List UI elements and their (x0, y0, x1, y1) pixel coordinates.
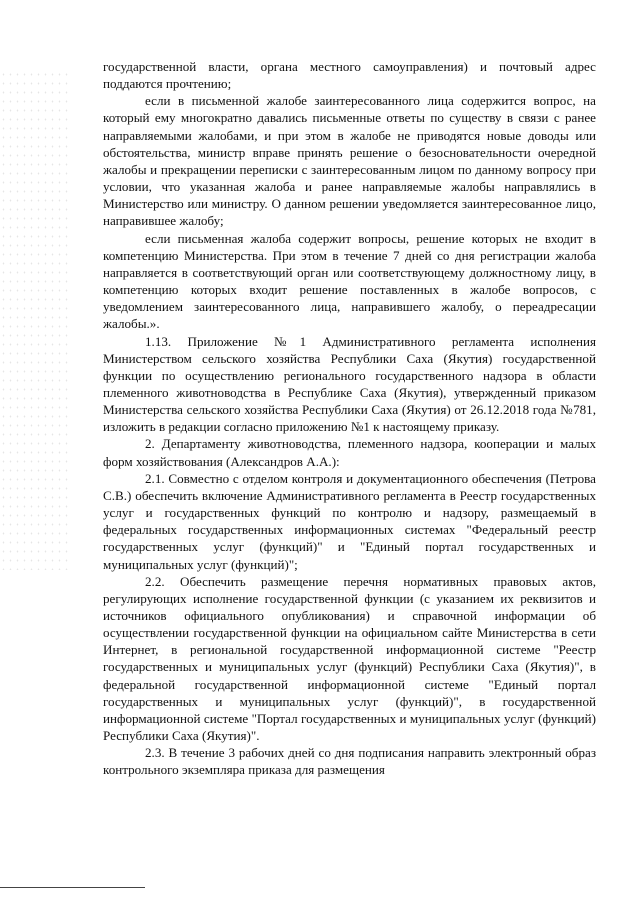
paragraph-2-3: 2.3. В течение 3 рабочих дней со дня подписания направить электронный образ контрольного экземпляра приказа для размещения (103, 745, 596, 778)
paragraph-2-1: 2.1. Совместно с отделом контроля и документационного обеспечения (Петрова С.В.) обеспечить включение Административного регламента в Реестр государственных услуг и государственных функций по контролю и надзору, размещаемый в федеральных государственных информационных системах "Федеральный реестр государственных услуг (функций)" и "Единый портал государственных и муниципальных услуг (функций)"; (103, 470, 596, 572)
document-body (103, 58, 596, 779)
paragraph-2-2: 2.2. Обеспечить размещение перечня нормативных правовых актов, регулирующих исполнение государственной функции (с указанием их реквизитов и источников официального опубликования) и справочной информации об осуществлении государственной функции на официальном сайте Министерства в сети Интернет, в региональной государственной информационной системе "Реестр государственных и муниципальных услуг (функций) Республики Саха (Якутия)", в федеральной государственной информационной системе "Единый портал государственных и муниципальных услуг (функций)", в государственной информационной системе "Портал государственных и муниципальных услуг (функций) Республики Саха (Якутия)". (103, 573, 596, 744)
paragraph-repeated-complaint: если в письменной жалобе заинтересованного лица содержится вопрос, на который ему многократно давались письменные ответы по существу в связи с ранее направляемыми жалобами, и при этом в жалобе не приводятся новые доводы или обстоятельства, министр вправе принять решение о безосновательности очередной жалобы и прекращении переписки с заинтересованным лицом по данному вопросу при условии, что указанная жалоба и ранее направляемые жалобы направлялись в Министерство или министру. О данном решении уведомляется заинтересованное лицо, направившее жалобу; (103, 93, 596, 229)
scan-artifact (0, 70, 70, 570)
paragraph-1-13: 1.13. Приложение №1 Административного регламента исполнения Министерством сельского хозяйства Республики Саха (Якутия) государственной функции по осуществлению регионального государственного надзора в области племенного животноводства в Республике Саха (Якутия), утвержденный приказом Министерства сельского хозяйства Республики Саха (Якутия) от 26.12.2018 года №781, изложить в редакции согласно приложению №1 к настоящему приказу. (103, 333, 596, 435)
paragraph-2: 2. Департаменту животноводства, племенного надзора, кооперации и малых форм хозяйствования (Александров А.А.): (103, 436, 596, 469)
paragraph-address-continuation: государственной власти, органа местного самоуправления) и почтовый адрес поддаются прочтению; (103, 59, 596, 92)
footnote-separator (0, 887, 145, 888)
paragraph-outside-competence: если письменная жалоба содержит вопросы, решение которых не входит в компетенцию Министерства. При этом в течение 7 дней со дня регистрации жалоба направляется в соответствующий орган или соответствующему должностному лицу, в компетенцию которых входит решение поставленных в жалобе вопросов, с уведомлением заинтересованного лица, направившего жалобу, о переадресации жалобы.». (103, 230, 596, 332)
